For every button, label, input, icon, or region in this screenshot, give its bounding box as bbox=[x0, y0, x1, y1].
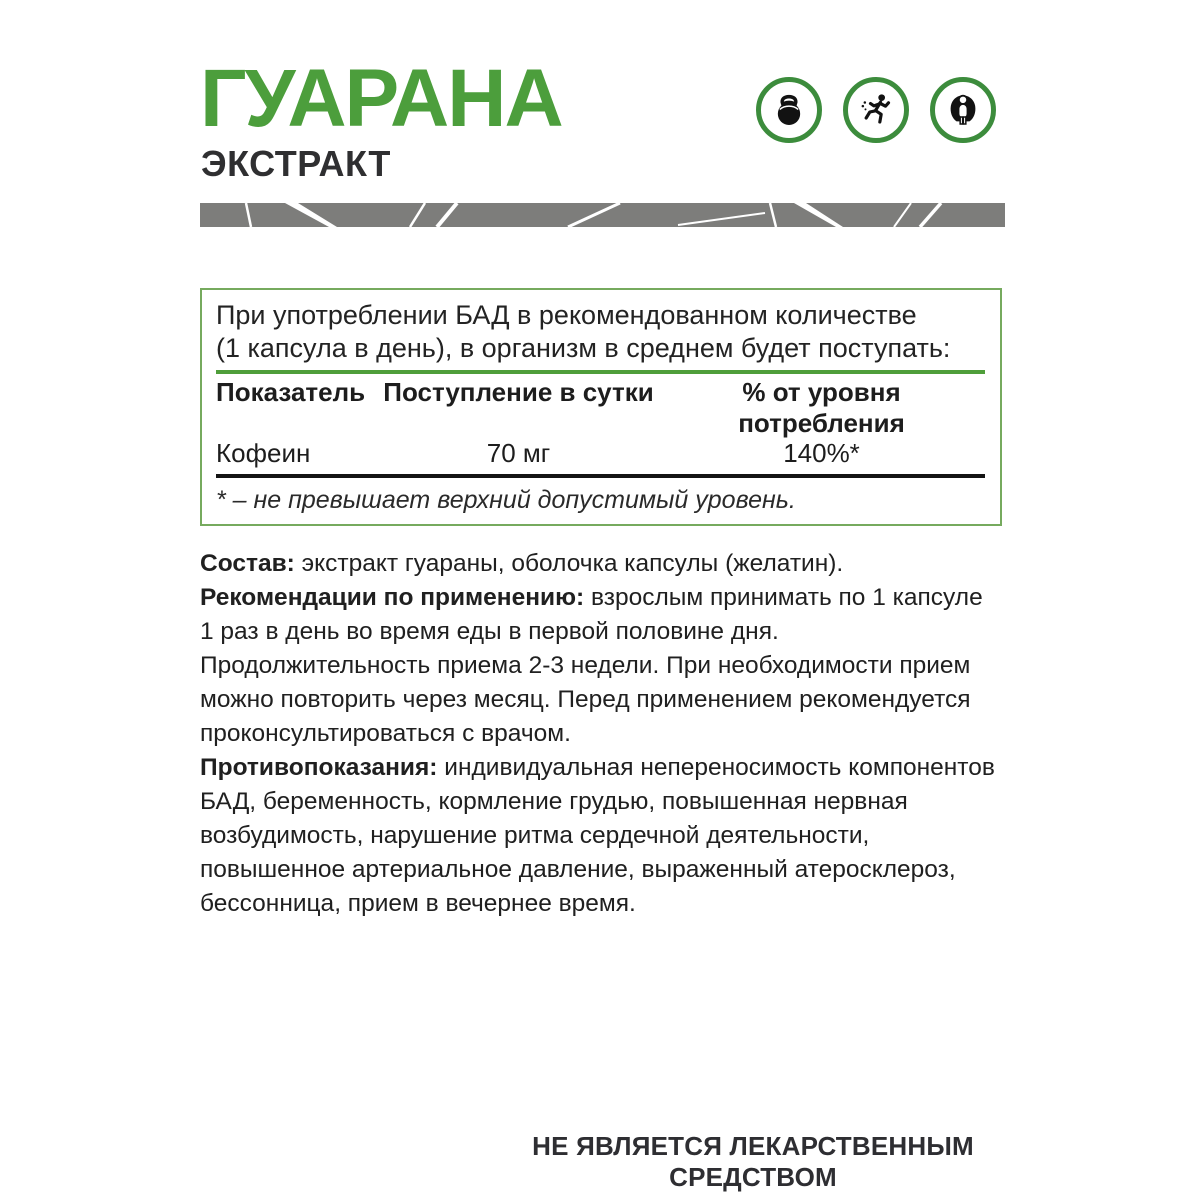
weight-loss-figure-icon bbox=[930, 77, 996, 143]
col-header-daily-intake: Поступление в сутки bbox=[383, 377, 654, 407]
col-header-indicator: Показатель bbox=[216, 377, 366, 407]
col-header-percent-level: % от уровня потребления bbox=[738, 377, 905, 438]
cell-percent: 140%* bbox=[783, 438, 860, 468]
body-text bbox=[200, 547, 1000, 921]
table-header-row bbox=[216, 377, 985, 439]
intro-line-1: При употреблении БАД в рекомендованном количестве bbox=[216, 300, 917, 330]
kettlebell-icon bbox=[756, 77, 822, 143]
nutrition-info-box bbox=[200, 288, 1002, 526]
contraindications-text: индивидуальная непереносимость компонентов БАД, беременность, кормление грудью, повышенная нервная возбудимость, нарушение ритма сердечной деятельности, повышенное артериальное давление, выраженный атеросклероз, бессонница, прием в вечернее время. bbox=[200, 754, 995, 917]
table-row bbox=[216, 439, 985, 468]
composition-label: Состав: bbox=[200, 550, 295, 577]
product-subtitle: ЭКСТРАКТ bbox=[201, 143, 391, 184]
cell-substance: Кофеин bbox=[216, 438, 311, 468]
not-a-medicine-disclaimer: НЕ ЯВЛЯЕТСЯ ЛЕКАРСТВЕННЫМ СРЕДСТВОМ bbox=[532, 1131, 974, 1192]
nutrition-table bbox=[216, 377, 985, 468]
black-divider bbox=[216, 474, 985, 478]
table-footnote: * – не превышает верхний допустимый уровень. bbox=[216, 486, 796, 514]
runner-icon bbox=[843, 77, 909, 143]
composition-paragraph bbox=[200, 547, 1000, 581]
benefit-icons-row bbox=[756, 77, 996, 143]
decorative-banner bbox=[200, 203, 1005, 227]
title-block bbox=[200, 53, 562, 184]
product-title: ГУАРАНА bbox=[200, 53, 562, 144]
contraindications-paragraph bbox=[200, 751, 1000, 921]
usage-label: Рекомендации по применению: bbox=[200, 584, 585, 611]
composition-text: экстракт гуараны, оболочка капсулы (желатин). bbox=[294, 550, 844, 577]
usage-paragraph bbox=[200, 581, 1000, 751]
intro-line-2: (1 капсула в день), в организм в среднем будет поступать: bbox=[216, 333, 951, 363]
usage-text: взрослым принимать по 1 капсуле 1 раз в день во время еды в первой половине дня. Продолжительность приема 2-3 недели. При необходимости прием можно повторить через месяц. Перед применением рекомендуется проконсультироваться с врачом. bbox=[200, 584, 983, 747]
contraindications-label: Противопоказания: bbox=[200, 754, 438, 781]
green-divider bbox=[216, 370, 985, 374]
cell-amount: 70 мг bbox=[486, 438, 551, 468]
banner-pattern bbox=[200, 203, 1005, 227]
